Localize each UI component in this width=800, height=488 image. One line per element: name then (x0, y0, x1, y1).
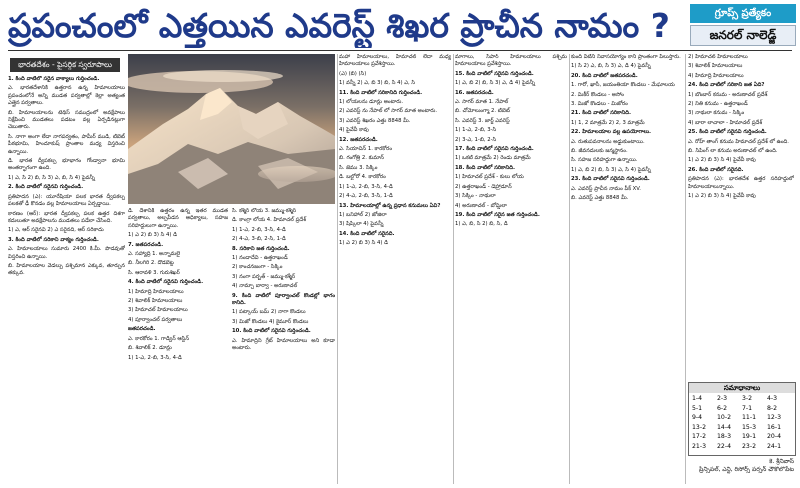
question: 16. జతపరచండి. (455, 89, 494, 96)
paragraph: 1) బొంబార్ కనుమ - అరుణాచల్ ప్రదేశ్ (688, 91, 768, 98)
paragraph: 4) నామ్చా బార్వా - అరుణాచల్ (232, 283, 298, 290)
answer-cell: 18-3 (717, 433, 732, 440)
paragraph: ప్రతిపాదన (ఎ): యూరేషియా పలక భారత ద్వీపకల్ప పలకతో ఢీ కొనడం వల్ల హిమాలయాలు ఏర్పడ్డాయి. (8, 193, 125, 208)
answer-cell: 19-1 (742, 433, 757, 440)
paragraph: 2) శివాలిక్ హిమాలయాలు (128, 298, 183, 305)
answer-cell: 3-2 (742, 395, 753, 402)
paragraph: 3) ఎవరెస్ట్ శిఖరం ఎత్తు 8848 మీ. (339, 117, 411, 124)
series-label-top: గ్రూప్స్ ప్రత్యేకం (690, 4, 796, 23)
paragraph: బి. హిమాలయాల వెడల్పు పశ్చిమాన ఎక్కువ, తూర్పున తక్కువ. (8, 262, 125, 277)
answer-cell: 15-3 (742, 423, 757, 431)
question: 20. కింది వాటిలో జతపరచండి. (571, 72, 638, 79)
options: 1) ఎ 2) బి 3) సి 4) పైవేవీ కావు (688, 193, 756, 200)
header-divider (8, 50, 792, 51)
paragraph: ఎ. హిమాద్రిని గ్రేట్ హిమాలయాలు అని కూడా అంటారు. (232, 337, 335, 352)
paragraph: 3) సిక్కిం - నాథులా (455, 193, 496, 200)
answer-cell: 10-2 (717, 414, 732, 421)
options: 1) బనిహాల్ 2) జోజిలా (339, 211, 387, 218)
article-column-2b (232, 208, 335, 484)
paragraph: బి. సిపింగ్ లా కనుమ అరుణాచల్ లో ఉంది. (688, 148, 778, 155)
options: 1) వన్నీ 2) ఎ, బి 3) బి, సి 4) ఎ, సి (339, 80, 416, 87)
question: 14. కింది వాటిలో సరైనది. (339, 230, 395, 237)
series-label-bottom: జనరల్ నాలెడ్జ్ (690, 25, 796, 46)
page-title: ప్రపంచంలో ఎత్తయిన ఎవరెస్ట్ శిఖర ప్రాచీన నామం ? (8, 6, 670, 45)
answer-key-title: సమాధానాలు (689, 383, 795, 393)
paragraph: డి. కాంగ్రా లోయ 4. హిమాచల్ ప్రదేశ్ (232, 217, 307, 224)
paragraph: సి. నాగా అంగా లేదా నాగపర్వతం, పామీర్ ముడి, టిబెట్ పీఠభూమి, హిందూకుష్ ప్రాంతాల మధ్య విస్తరించి ఉన్నాయి. (8, 133, 125, 155)
paragraph: కారణం (ఆర్): భారత ద్వీపకల్ప పలక ఉత్తర దిశగా కదులుతూ అవక్షేపాలను ముడతలు పడేలా చేసింది. (8, 210, 125, 224)
paragraph: 2) ఉత్తరాఖండ్ - డెహ్రాడూన్ (455, 183, 512, 190)
paragraph: 2) నితి కనుమ - ఉత్తరాఖండ్ (688, 101, 748, 108)
paragraph: 2) ఎవరెస్ట్ ను నేపాల్ లో సాగర్ మాత అంటారు. (339, 108, 438, 115)
paragraph: బి. గంగోత్రి 2. కుమాన్ (339, 155, 385, 162)
answer-key-box (688, 382, 796, 456)
answer-key-grid (689, 393, 795, 452)
question: 7. జతపరచండి. (128, 241, 164, 248)
question: 18. కింది వాటిలో సరికానిది. (455, 164, 515, 171)
question: 9. కింది వాటిలో పూర్వాంచల్ కొండల్లో భాగం కానిది. (232, 292, 335, 307)
paragraph: బి. శివాలిక్ 2. డూన్లు (128, 345, 172, 352)
paragraph: ఎ. రుతుపవనాలను అడ్డుకుంటాయి. (571, 138, 645, 145)
options: 1) ఒకటి మాత్రమే 2) రెండు మాత్రమే (455, 155, 531, 162)
answer-cell: 7-1 (742, 404, 753, 412)
answer-cell: 2-3 (717, 395, 728, 402)
options: 1) ఎ, బి 2) బి, సి 3) ఎ, సి 4) పైవన్నీ (571, 166, 651, 173)
paragraph: ఎ. సహ్యాద్రి 1. అన్నామలై (128, 251, 180, 258)
paragraph: డి. దేశానికి ఉత్తరం ఉన్న ఇతర ముడత పర్వతాలు, అల్పపీడన ఆధిక్యాలు, సహజ సరిహద్దులుగా ఉన్నాయి. (128, 208, 228, 229)
options: 2) 4-ఎ, 3-బి, 2-సి, 1-డి (232, 236, 286, 243)
paragraph: 4) పూర్వాంచల్ పర్వతాలు (128, 316, 183, 323)
paragraph: సి. ఆరావళి 3. గురుశిఖర్ (128, 269, 180, 276)
question: 22. హిమాలయాల వల్ల ఉపయోగాలు. (571, 129, 652, 136)
answer-cell: 1-4 (692, 395, 703, 402)
answer-cell: 23-2 (742, 442, 757, 450)
answer-cell: 17-2 (692, 433, 707, 440)
column-divider (569, 54, 570, 484)
author-name: కె. శ్రీనివాస్ (769, 458, 794, 465)
answer-cell: 16-1 (767, 423, 782, 431)
question: 11. కింది వాటిలో సరికానిది గుర్తించండి. (339, 89, 423, 96)
column-divider (337, 54, 338, 484)
paragraph: 3) హిమాచల్ హిమాలయాలు (128, 307, 188, 314)
paragraph: 1) హిమాద్రి హిమాలయాలు (128, 288, 184, 295)
series-label (690, 4, 796, 44)
paragraph: బి. నీలగిరి 2. దొడబెట్ట (128, 260, 174, 267)
paragraph: డి. బల్టోరో 4. కారకోరం (339, 174, 386, 181)
author-institute: ప్రిన్సిపల్, ఎన్టి, రిసోర్స్ పర్సన్ చౌకొలొపేట (699, 466, 794, 473)
options: 2) హిమాచల్ హిమాలయాలు (688, 54, 748, 60)
paragraph: 3) నాథులా కనుమ - సిక్కిం (688, 110, 745, 117)
paragraph: 3) నంగా పర్బత్ - జమ్ము-కశ్మీర్ (232, 273, 296, 280)
paragraph: సి. ఎవరెస్ట్ 3. జార్జ్ ఎవరెస్ట్ (455, 117, 510, 124)
paragraph: సి. కశ్మీర్ లోయ 3. జమ్ము-కశ్మీర్ (232, 208, 297, 214)
paragraph: ఎ. సాగర్ మాత 1. నేపాల్ (455, 99, 509, 106)
question: 13. హిమాలయాల్లో ఉన్న ప్రధాన కనుమలు ఏవి? (339, 202, 441, 209)
column-divider (453, 54, 454, 484)
options: 1) ఎ, బి 2) బి, సి 3) ఎ, డి 4) పైవన్నీ (455, 80, 536, 87)
paragraph: 1) లోయలను డూన్లు అంటారు. (339, 99, 404, 106)
paragraph: 1. గారో, ఖాసీ, జయంతియా కొండలు - మేఘాలయ (571, 82, 675, 89)
section-badge: భారతదేశం - పైసర్గిక స్వరూపాలు (10, 58, 120, 72)
options: 1) ఎ, సి 2) బి, సి 3) ఎ, బి, సి 4) పైవన్నీ (8, 174, 95, 181)
options: 3) షిప్కిలా 4) పైవన్నీ (339, 221, 384, 228)
paragraph: (ఎ) (బి) (సి) (339, 70, 367, 77)
question: 24. కింది వాటిలో సరికాని జత ఏది? (688, 82, 765, 89)
paragraph: ఎ. రోహ్ తాంగ్ కనుమ హిమాచల్ ప్రదేశ్ లో ఉంది. (688, 138, 789, 145)
options: 3) శివాలిక్ హిమాలయాలు (688, 63, 743, 70)
paragraph: 2. మికీర్ కొండలు - అసోం (571, 91, 624, 98)
question-1: 1. కింది వాటిలో సరైన వాక్యాలు గుర్తించండి. (8, 76, 100, 82)
answer-cell: 6-2 (717, 404, 728, 412)
options: 2) 4-ఎ, 2-బి, 3-సి, 1-డి (339, 193, 393, 200)
answer-cell: 8-2 (767, 404, 778, 412)
article-column-1 (8, 76, 125, 484)
answer-cell: 21-3 (692, 442, 707, 450)
answer-cell: 9-4 (692, 414, 703, 421)
article-column-6 (688, 54, 794, 378)
everest-photo (128, 54, 335, 204)
answer-cell: 14-4 (717, 423, 732, 431)
paragraph: మాగాలు, సిపార్ హిమాలయాలు పశ్చిమ హిమాలయాలు ప్రవేశిస్తాయి. (455, 54, 567, 68)
options: 1) ఎ 2) బి 3) సి 4) డి (339, 240, 389, 247)
question: 26. కింది వాటిలో సరైనది. (688, 166, 744, 173)
column-divider (685, 54, 686, 484)
answer-cell: 24-1 (767, 442, 782, 450)
paragraph: సి. సహజ సరిహద్దుగా ఉన్నాయి. (571, 157, 638, 164)
options: 1) 1, 2 మాత్రమే 2) 2, 3 మాత్రమే (571, 119, 645, 126)
question: 25. కింది వాటిలో సరైనవి గుర్తించండి. (688, 129, 767, 136)
everest-illustration (128, 54, 335, 204)
paragraph: ఎ. భారతదేశానికి ఉత్తరాన ఉన్న హిమాలయాలు ప్రపంచంలోనే అన్ని ముడత పర్వతాల్లో కెల్లా అత్యంత ఎత్తైన పర్వతాలు. (8, 85, 125, 107)
paragraph: ఎ. సియాచిన్ 1. కారకోరం (339, 146, 393, 153)
question: 4. కింది వాటిలో సరైనవి గుర్తించండి. (128, 279, 204, 286)
question: 19. కింది వాటిలో సరైన జత గుర్తించండి. (455, 211, 540, 218)
paragraph: 4) పైవేవీ కావు (339, 127, 369, 134)
question: 12. జతపరచండి. (339, 136, 378, 143)
options: 1) ఎ, ఆర్ సరైనవి 2) ఎ సరైనది, ఆర్ సరికాదు (8, 227, 104, 234)
paragraph: ప్రతిపాదన (ఎ): భారతదేశ ఉత్తర సరిహద్దులో హిమాలయాలున్నాయి. (688, 176, 794, 190)
answer-cell: 11-1 (742, 414, 757, 421)
paragraph: 1) నందాదేవి - ఉత్తరాఖండ్ (232, 255, 288, 262)
answer-cell: 12-3 (767, 414, 782, 421)
answer-cell: 13-2 (692, 423, 707, 431)
options: 1) సి 2) ఎ, బి, సి 3) ఎ, డి 4) పైవన్నీ (571, 63, 651, 70)
question: 17. కింది వాటిలో సరైనవి గుర్తించండి. (455, 146, 534, 153)
paragraph: బి. చోమోలుంగ్మా 2. టిబెట్ (455, 108, 510, 115)
question: 8. సరికాని జత గుర్తించండి. (232, 245, 290, 252)
paragraph: 4) బారా లాచాలా - హిమాచల్ ప్రదేశ్ (688, 119, 763, 126)
paragraph: 2) కాంచనజంగా - సిక్కిం (232, 264, 283, 271)
article-column-3 (339, 54, 451, 484)
paragraph: ఎ. కారకోరం 1. గాడ్విన్ ఆస్టిన్ (128, 335, 190, 342)
options: 1) పట్కాయ్ బమ్ 2) నాగా కొండలు (232, 309, 306, 316)
question: 21. కింది వాటిలో సరికానిది. (571, 110, 631, 117)
options: 2) 3-ఎ, 1-బి, 2-సి (455, 136, 497, 143)
options: 1) ఎ 2) బి 3) సి 4) డి (128, 232, 178, 239)
question-3: 3. కింది వాటిలో సరికాని వాక్యం గుర్తించండి. (8, 236, 99, 243)
paragraph: సి. జెము 3. సిక్కిం (339, 164, 378, 171)
options: 3) మిజో కొండలు 4) కైమూర్ కొండలు (232, 318, 309, 325)
options: 1) 1-ఎ, 2-బి, 3-సి, 4-డి (128, 354, 182, 361)
paragraph: బి. జీవనదులకు జన్మస్థానం. (571, 148, 628, 155)
question-2: 2. కింది వాటిలో సరైనవి గుర్తించండి. (8, 184, 84, 191)
answer-cell: 4-3 (767, 395, 778, 402)
options: 1) 1-ఎ, 2-బి, 3-సి, 4-డి (232, 226, 286, 233)
paragraph: ఎ. హిమాలయాలు సుమారు 2400 కి.మీ. పొడవుతో విస్తరించి ఉన్నాయి. (8, 246, 125, 260)
question: జతపరచండి. (128, 326, 156, 333)
article-column-2a (128, 208, 228, 484)
options: 1) 1-ఎ, 2-బి, 3-సి, 4-డి (339, 183, 393, 190)
options: 1) 1-ఎ, 2-బి, 3-సి (455, 127, 497, 134)
options: 4) హిమాద్రి హిమాలయాలు (688, 72, 744, 79)
author-byline (688, 458, 794, 484)
options: 1) ఎ, బి, సి 2) బి, సి, డి (455, 221, 508, 228)
question: 15. కింది వాటిలో సరైనవి గుర్తించండి. (455, 70, 534, 77)
answer-cell: 22-4 (717, 442, 732, 450)
answer-cell: 20-4 (767, 433, 782, 440)
paragraph: మహా హిమాలయాలు, హిమాచల్ లేదా మధ్య హిమాలయాలు ప్రవేశిస్తాయి. (339, 54, 451, 68)
article-column-5 (571, 54, 683, 484)
paragraph: 1) హిమాచల్ ప్రదేశ్ - కులు లోయ (455, 174, 524, 181)
question: 10. కింది వాటిలో సరైనవి గుర్తించండి. (232, 328, 311, 335)
question: 23. కింది వాటిలో సరైనవి గుర్తించండి. (571, 176, 650, 183)
paragraph: కుంది వీటిని నివాసయోగ్యం కాని ప్రాంతంగా పిలుస్తారు. (571, 54, 681, 60)
article-column-4 (455, 54, 567, 484)
paragraph: 4) అరుణాచల్ - బోమ్డిలా (455, 202, 507, 209)
options: 1) ఎ 2) బి 3) సి 4) పైవేవీ కావు (688, 157, 756, 164)
paragraph: బి. ఎవరెస్ట్ ఎత్తు 8848 మీ. (571, 195, 629, 202)
paragraph: 3. మిజో కొండలు - మిజోరం (571, 101, 628, 108)
paragraph: ఎ. ఎవరెస్ట్ ప్రాచీన నామం పీక్ XV. (571, 185, 641, 192)
paragraph: డి. భారత ద్వీపకల్ప భూభాగం గోండ్వానా భూమి అంతర్భాగంగా ఉంది. (8, 158, 125, 172)
answer-cell: 5-1 (692, 404, 703, 412)
paragraph: బి. హిమాలయాలను టెథిస్ సముద్రంలో అవక్షేపాలు నిక్షేపించి ముడతలు పడటం వల్ల ఏర్పడినట్లుగా చెబుతారు. (8, 109, 125, 131)
